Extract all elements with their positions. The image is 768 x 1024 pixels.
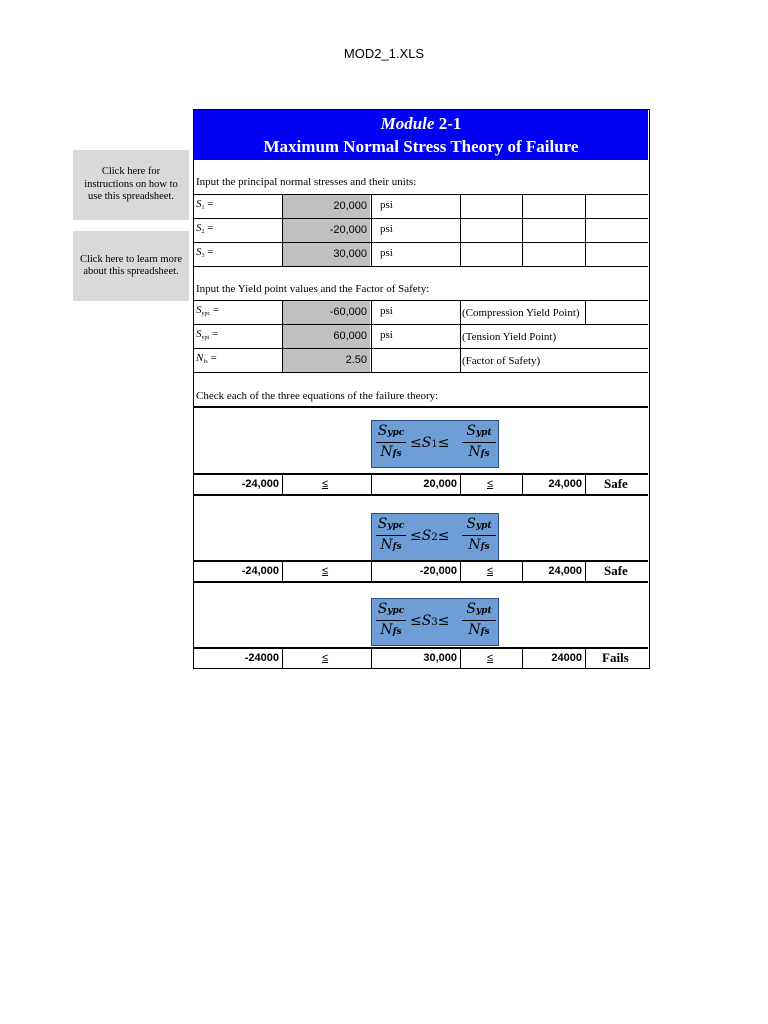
s3-input[interactable]: 30,000	[283, 243, 370, 266]
check-prompt: Check each of the three equations of the failure theory:	[196, 390, 439, 402]
learn-more-button[interactable]	[73, 231, 189, 301]
row2-lower: -24,000	[241, 565, 279, 577]
yield-prompt: Input the Yield point values and the Factor of Safety:	[196, 283, 430, 295]
s2-unit[interactable]: psi	[380, 223, 393, 235]
module-title: Maximum Normal Stress Theory of Failure	[263, 137, 579, 156]
s2-label: $S_2$ =	[196, 222, 214, 235]
learn-more-button-line: Click here to learn more	[79, 253, 183, 265]
s3-label: $S_3$ =	[196, 246, 214, 259]
equation-3: Sypc Nfs ≤S3≤ Sypt Nfs	[371, 598, 499, 646]
sypc-unit[interactable]: psi	[380, 305, 393, 317]
document-title: MOD2_1.XLS	[343, 46, 425, 61]
row3-le-2: ≤	[487, 652, 494, 664]
learn-more-button-line: about this spreadsheet.	[83, 266, 179, 277]
s1-unit[interactable]: psi	[380, 199, 393, 211]
module-header	[194, 110, 648, 160]
sypt-input[interactable]: 60,000	[283, 325, 370, 348]
s1-input[interactable]: 20,000	[283, 195, 370, 218]
row2-status: Safe	[604, 563, 628, 578]
row1-lower: -24,000	[241, 478, 279, 490]
equation-1: Sypc Nfs ≤S1≤ Sypt Nfs	[371, 420, 499, 468]
s1-label: $S_1$ =	[196, 198, 214, 211]
module-number: 2-1	[438, 114, 462, 133]
nfs-input[interactable]: 2.50	[283, 349, 370, 372]
equation-2: Sypc Nfs ≤S2≤ Sypt Nfs	[371, 513, 499, 561]
principal-prompt: Input the principal normal stresses and their units:	[196, 176, 417, 188]
row2-le-2: ≤	[487, 565, 494, 577]
row3-status: Fails	[602, 650, 629, 665]
row1-upper: 24,000	[548, 478, 582, 490]
spreadsheet	[193, 109, 650, 669]
nfs-label: $N_{fs}$ =	[196, 352, 217, 365]
row3-lower: -24000	[244, 652, 279, 664]
instructions-button-line: instructions on how to	[84, 178, 178, 190]
instructions-button-line: use this spreadsheet.	[87, 191, 175, 203]
row2-upper: 24,000	[548, 565, 582, 577]
row1-le-2: ≤	[487, 478, 494, 490]
row2-le-1: ≤	[322, 565, 329, 577]
row3-le-1: ≤	[322, 652, 329, 664]
sypt-label: $S_{ypt}$ =	[196, 328, 219, 341]
instructions-button[interactable]	[73, 150, 189, 220]
sypc-note: (Compression Yield Point)	[462, 307, 580, 319]
sypc-input[interactable]: -60,000	[283, 301, 370, 324]
row3-value: 30,000	[423, 652, 457, 664]
row1-le-1: ≤	[322, 478, 329, 490]
s3-unit[interactable]: psi	[380, 247, 393, 259]
row1-status: Safe	[604, 476, 628, 491]
module-word: Module	[380, 114, 435, 133]
sypc-label: $S_{ypc}$ =	[196, 304, 220, 317]
sypt-note: (Tension Yield Point)	[462, 331, 557, 343]
instructions-button-line: Click here for	[101, 166, 161, 178]
s2-input[interactable]: -20,000	[283, 219, 370, 242]
row2-value: -20,000	[419, 565, 457, 577]
row1-value: 20,000	[423, 478, 457, 490]
row3-upper: 24000	[551, 652, 582, 664]
nfs-note: (Factor of Safety)	[462, 355, 541, 367]
sypt-unit[interactable]: psi	[380, 329, 393, 341]
